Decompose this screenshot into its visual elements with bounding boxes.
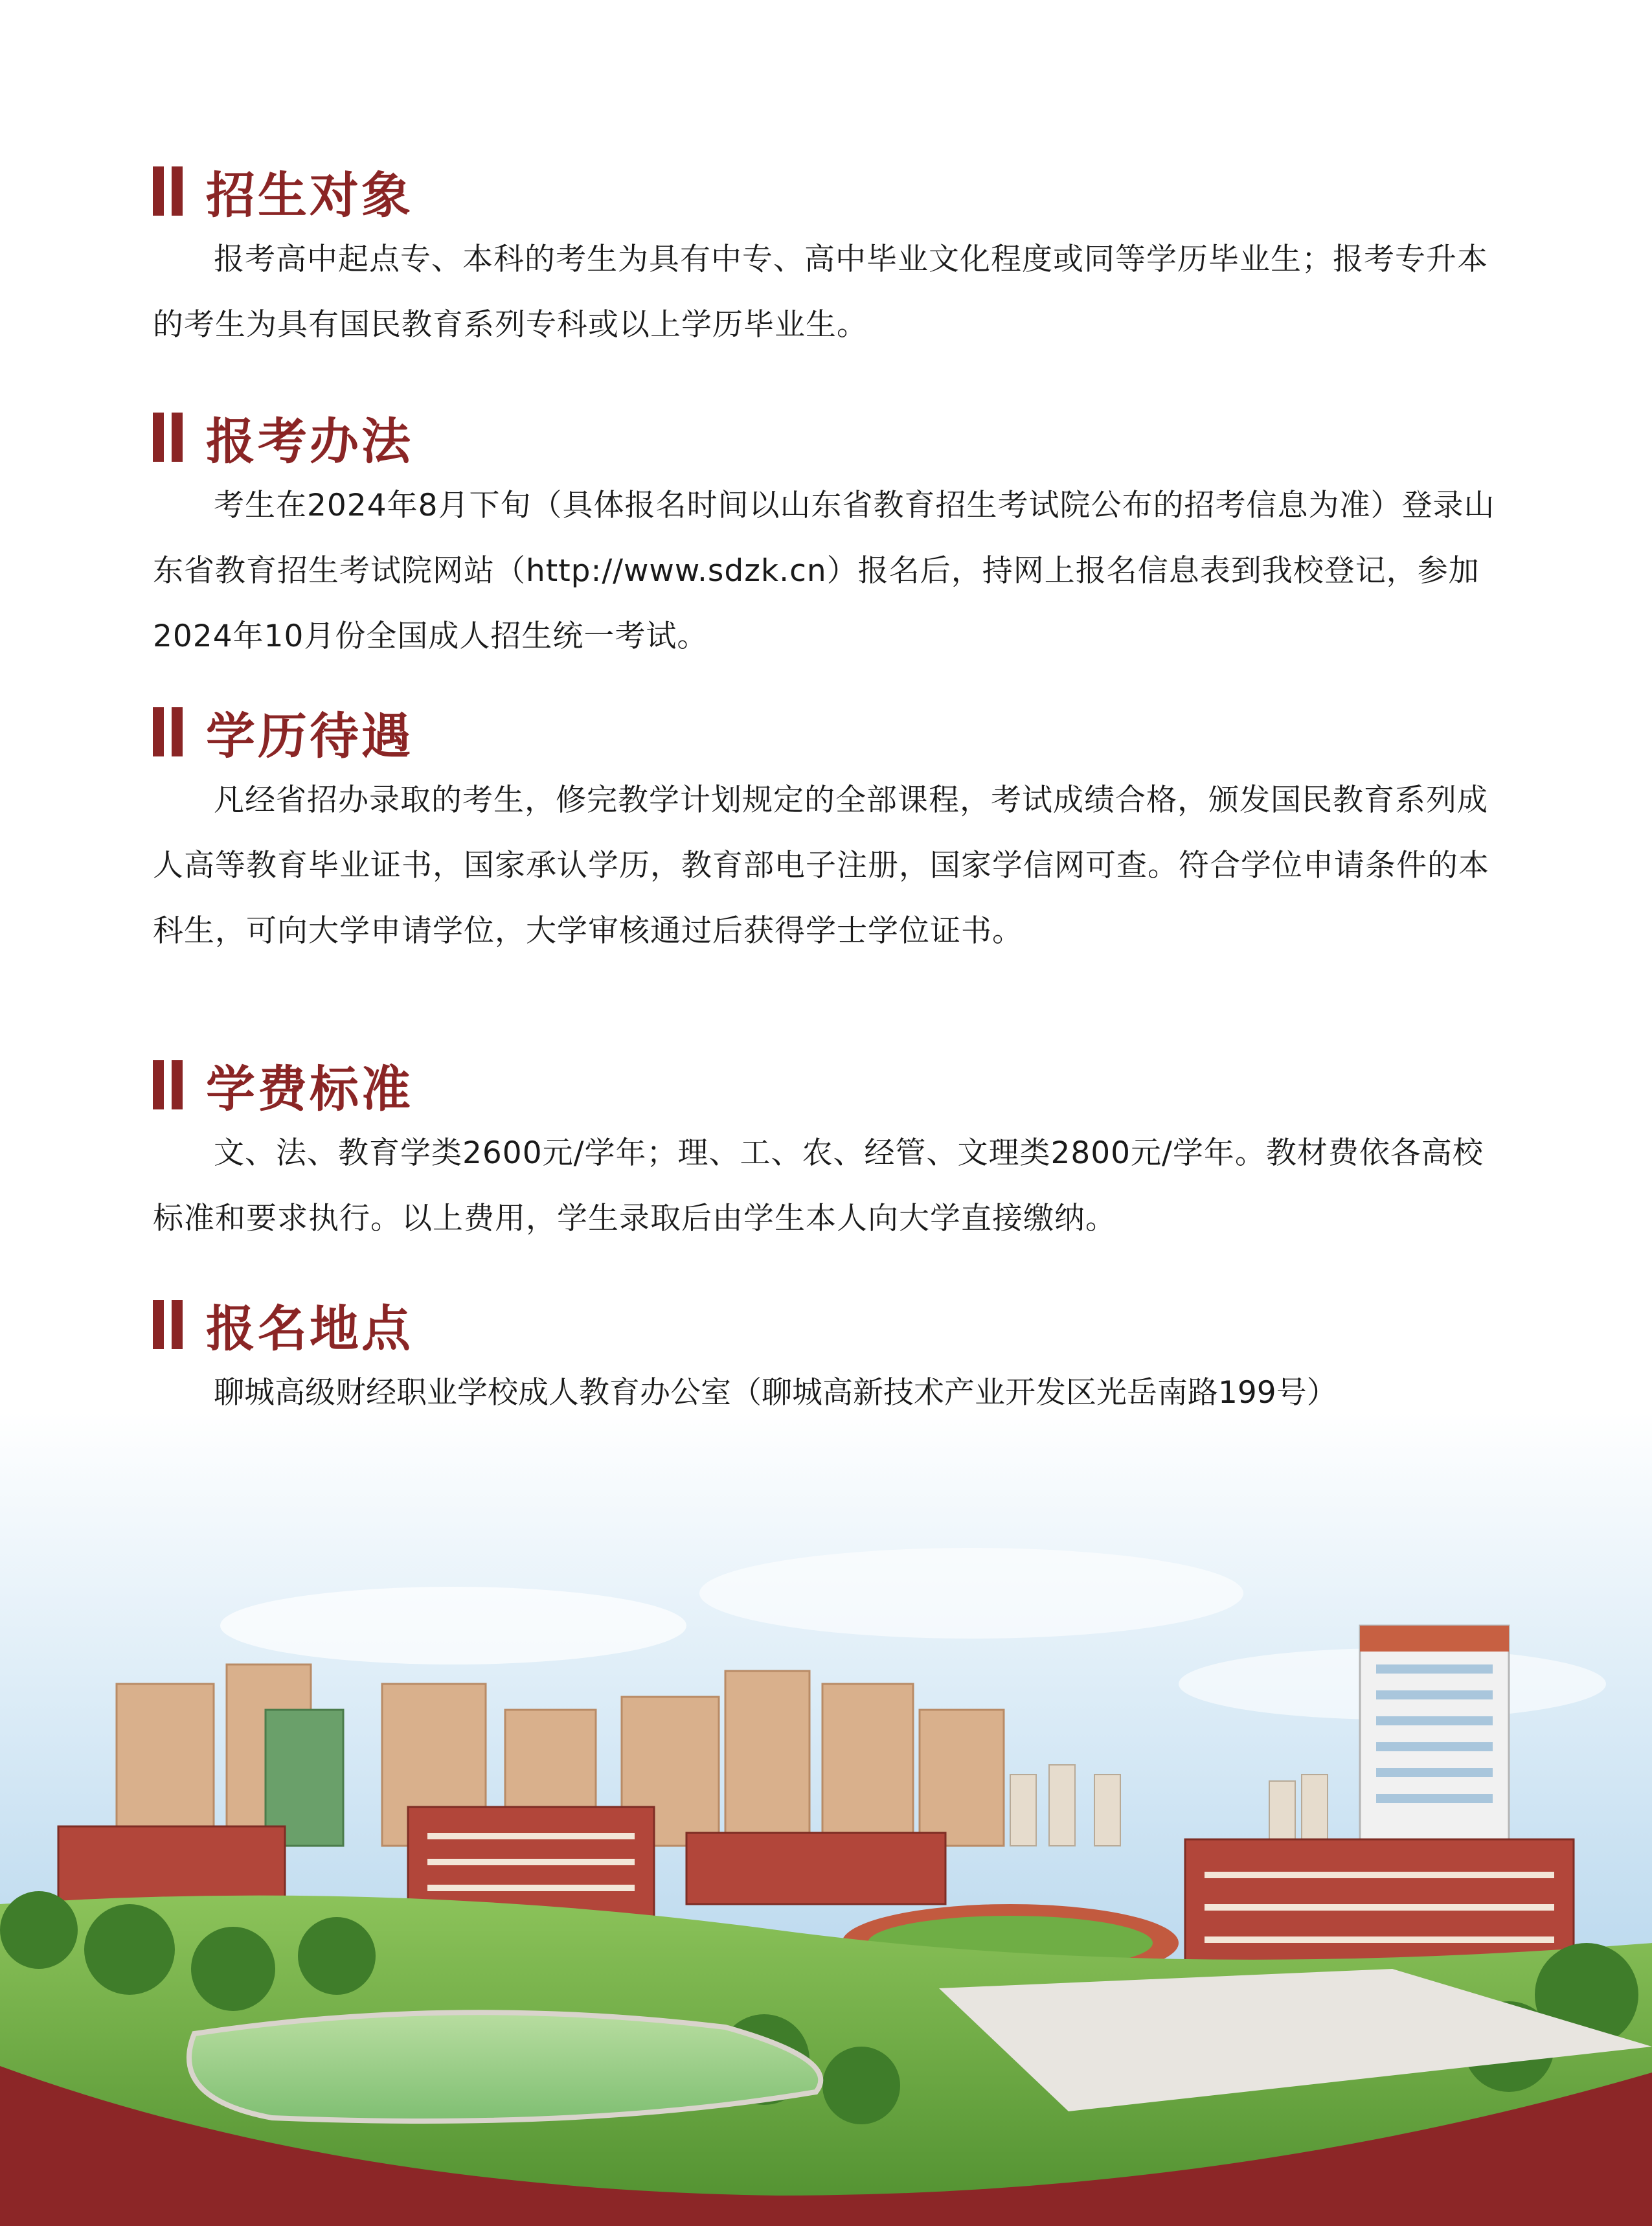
heading-text: 学历待遇 [206,707,413,765]
section-heading [153,696,1513,767]
section-body: 文、法、教育学类2600元/学年；理、工、农、经管、文理类2800元/学年。教材费依各高校标准和要求执行。以上费用，学生录取后由学生本人向大学直接缴纳。 [153,1135,1484,1236]
section-tuition [153,1049,1513,1251]
double-bar-icon [153,413,183,462]
double-bar-icon [153,707,183,756]
double-bar-icon [153,1060,183,1109]
heading-text: 学费标准 [206,1060,413,1118]
section-degree-benefits [153,696,1513,964]
campus-panorama-image [0,1412,1652,2226]
section-heading [153,402,1513,473]
section-enrollment-target [153,155,1513,358]
heading-text: 招生对象 [206,166,413,224]
section-heading [153,1289,1513,1360]
section-body: 凡经省招办录取的考生，修完教学计划规定的全部课程，考试成绩合格，颁发国民教育系列成人高等教育毕业证书，国家承认学历，教育部电子注册，国家学信网可查。符合学位申请条件的本科生，可向大学申请学位，大学审核通过后获得学士学位证书。 [153,782,1489,949]
section-body: 报考高中起点专、本科的考生为具有中专、高中毕业文化程度或同等学历毕业生；报考专升本的考生为具有国民教育系列专科或以上学历毕业生。 [153,242,1488,343]
heading-text: 报名地点 [206,1299,413,1357]
section-body: 考生在2024年8月下旬（具体报名时间以山东省教育招生考试院公布的招考信息为准）登录山东省教育招生考试院网站（http://www.sdzk.cn）报名后，持网上报名信息表到我校登记，参加2024年10月份全国成人招生统一考试。 [153,488,1495,654]
section-heading [153,1049,1513,1120]
double-bar-icon [153,166,183,216]
address-text: 聊城高级财经职业学校成人教育办公室（聊城高新技术产业开发区光岳南路199号） [214,1375,1337,1411]
section-heading [153,155,1513,227]
section-application-method [153,402,1513,669]
double-bar-icon [153,1300,183,1349]
heading-text: 报考办法 [206,412,413,470]
